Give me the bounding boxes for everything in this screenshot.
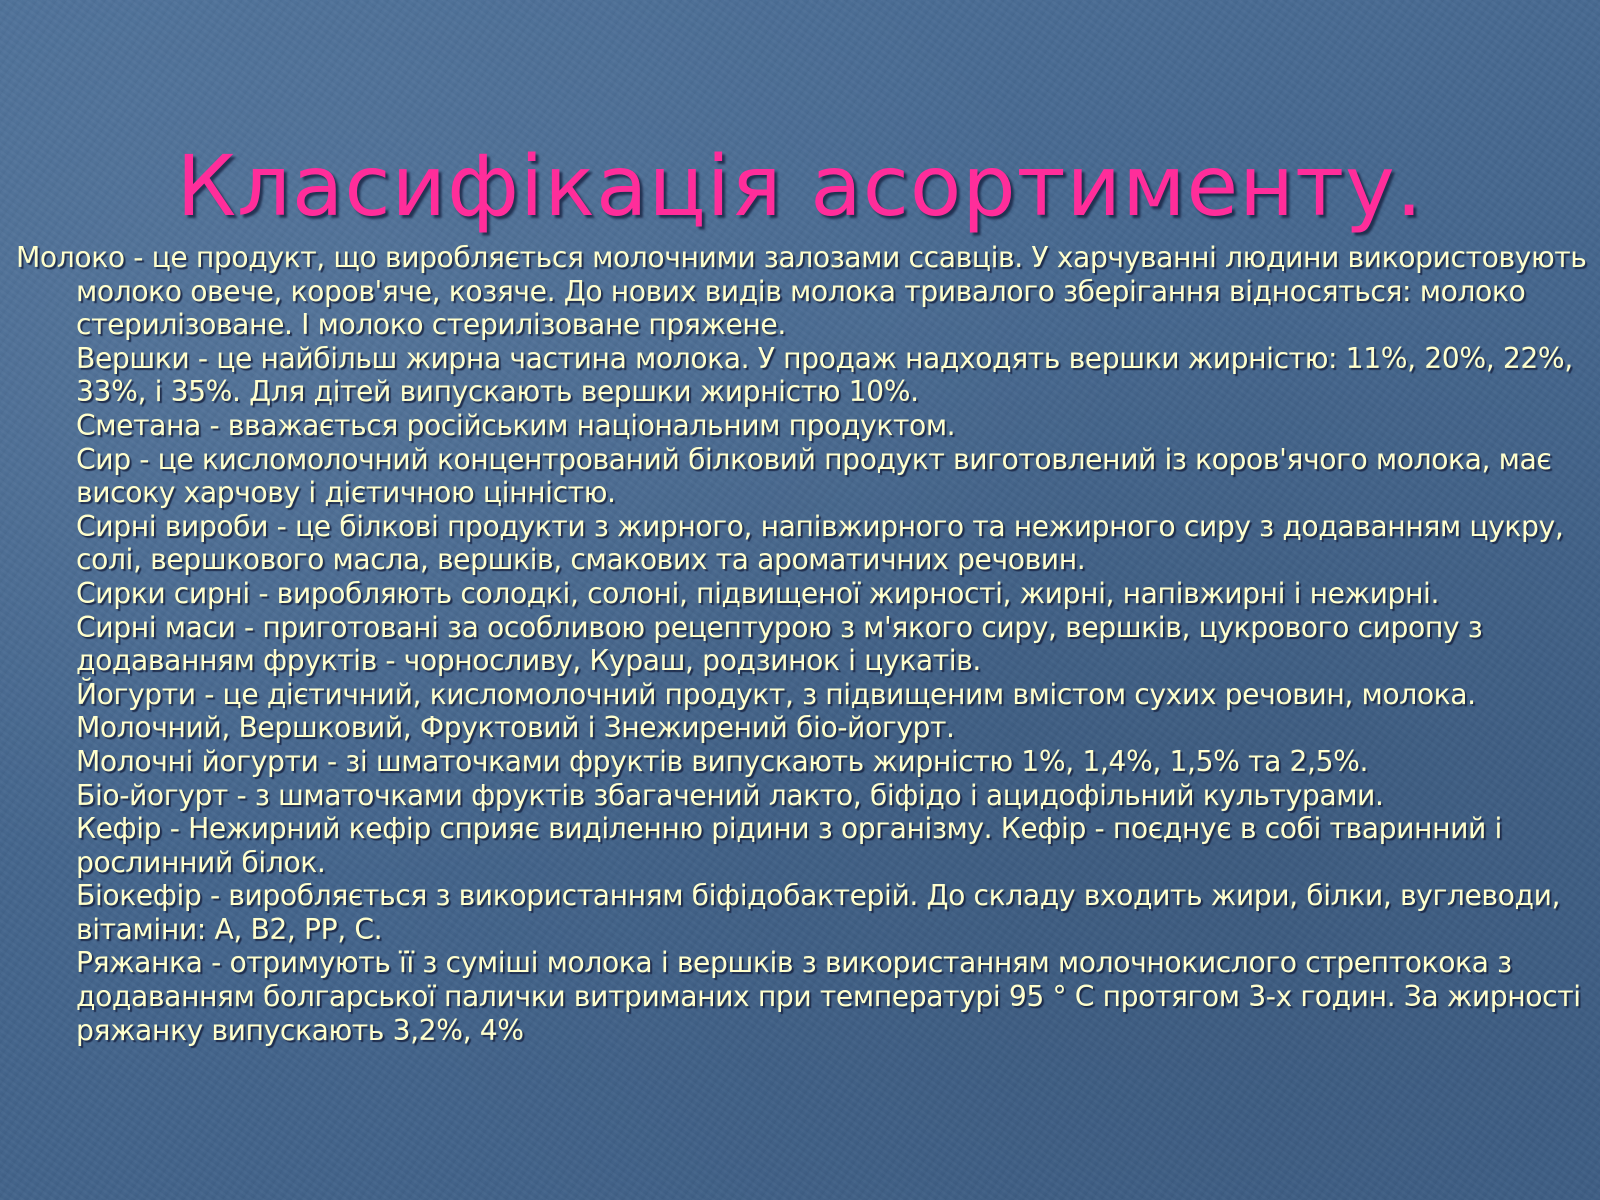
paragraph-sour-cream: Сметана - вважається російським національним продуктом. bbox=[76, 408, 956, 442]
paragraph-kefir: Кефір - Нежирний кефір сприяє виділенню рідини з організму. Кефір - поєднує в собі тваринний і рослинний білок. bbox=[76, 812, 1502, 879]
paragraph-ryazhanka: Ряжанка - отримують її з суміші молока і вершків з використанням молочнокислого стрептокока з додаванням болгарської палички витриманих при температурі 95 ° С протягом 3-х годин. За жирності ряжанку випускають 3,2%, 4% bbox=[76, 946, 1581, 1047]
paragraph-bio-yogurt: Біо-йогурт - з шматочками фруктів збагачений лакто, біфідо і ацидофільний культурами. bbox=[76, 778, 1384, 812]
paragraph-milk: Молоко - це продукт, що виробляється молочними залозами ссавців. У харчуванні людини використовують молоко овече, коров'яче, козяче. До нових видів молока тривалого зберігання відносяться: молоко стерилізоване. І молоко стерилізоване пряжене. bbox=[16, 241, 1587, 342]
paragraph-yogurts: Йогурти - це дієтичний, кисломолочний продукт, з підвищеним вмістом сухих речовин, молока. Молочний, Вершковий, Фруктовий і Знежирений біо-йогурт. bbox=[76, 677, 1476, 745]
slide-title: Класифікація асортименту. bbox=[176, 137, 1424, 235]
paragraph-milk-yogurts: Молочні йогурти - зі шматочками фруктів випускають жирністю 1%, 1,4%, 1,5% та 2,5%. bbox=[76, 744, 1369, 778]
paragraph-cottage-cheese: Сир - це кисломолочний концентрований білковий продукт виготовлений із коров'ячого молока, має високу харчову і дієтичною цінністю. bbox=[76, 442, 1552, 510]
slide-body bbox=[16, 241, 1591, 1047]
paragraph-biokefir: Біокефір - виробляється з використанням біфідобактерій. До складу входить жири, білки, вуглеводи, вітаміни: A, B2, PP, C. bbox=[76, 879, 1561, 946]
paragraph-curd-snacks: Сирки сирні - виробляють солодкі, солоні, підвищеної жирності, жирні, напівжирні і нежирні. bbox=[76, 576, 1440, 610]
paragraph-cheese-products: Сирні вироби - це білкові продукти з жирного, напівжирного та нежирного сиру з додаванням цукру, солі, вершкового масла, вершків, смакових та ароматичних речовин. bbox=[76, 509, 1564, 577]
paragraph-curd-masses: Сирні маси - приготовані за особливою рецептурою з м'якого сиру, вершків, цукрового сиропу з додаванням фруктів - чорносливу, Кураш, родзинок і цукатів. bbox=[76, 610, 1483, 678]
paragraph-cream: Вершки - це найбільш жирна частина молока. У продаж надходять вершки жирністю: 11%, 20%, 22%, 33%, і 35%. Для дітей випускають вершки жирністю 10%. bbox=[76, 341, 1573, 409]
